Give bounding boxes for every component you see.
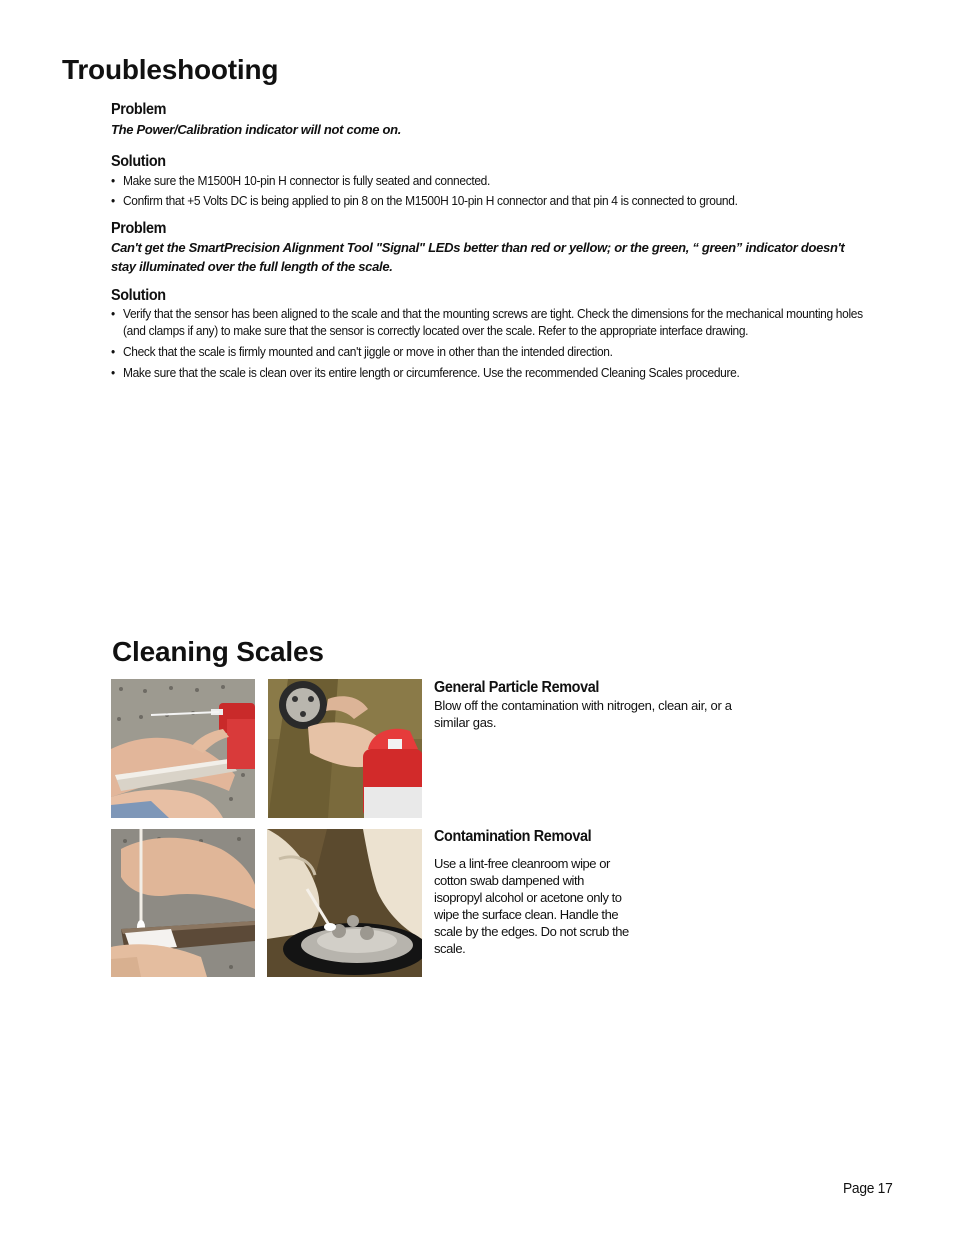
bullet-glyph: • bbox=[111, 365, 115, 380]
solution-item bbox=[111, 305, 864, 339]
contamination-heading: Contamination Removal bbox=[434, 828, 592, 845]
photo-gloved-cleaning bbox=[267, 829, 422, 977]
bullet-glyph: • bbox=[111, 193, 115, 208]
solution-item bbox=[111, 192, 865, 209]
problem-label: Problem bbox=[111, 220, 167, 237]
general-heading: General Particle Removal bbox=[434, 679, 600, 696]
solution-item bbox=[111, 364, 864, 381]
photo-sensor-spray bbox=[268, 679, 422, 818]
bullet-glyph: • bbox=[111, 173, 115, 188]
problem-statement: Can't get the SmartPrecision Alignment Tool "Signal" LEDs better than red or yellow; or the green, “ green” indicator doesn't stay illuminated over the full length of the scale. bbox=[111, 240, 845, 274]
solution-text: Verify that the sensor has been aligned to the scale and that the mounting screws are tight. Check the dimensions for the mechanical mounting holes (and clamps if any) to make sure that the sensor is correctly located over the scale. Refer to the appropriate interface drawing. bbox=[122, 306, 863, 338]
bullet-glyph: • bbox=[111, 344, 115, 359]
problem-label: Problem bbox=[111, 101, 167, 118]
solution-label: Solution bbox=[111, 287, 166, 304]
troubleshooting-title: Troubleshooting bbox=[62, 54, 279, 85]
solution-label: Solution bbox=[111, 153, 166, 170]
photo-swab-scale bbox=[111, 829, 255, 977]
solution-text: Check that the scale is firmly mounted and can't jiggle or move in other than the intended direction. bbox=[122, 344, 613, 359]
solution-text: Confirm that +5 Volts DC is being applied to pin 8 on the M1500H 10-pin H connector and that pin 4 is connected to ground. bbox=[122, 193, 738, 208]
bullet-glyph: • bbox=[111, 306, 115, 321]
general-body: Blow off the contamination with nitrogen, clean air, or a similar gas. bbox=[434, 698, 732, 730]
page-number: Page 17 bbox=[843, 1180, 893, 1197]
contamination-body: Use a lint-free cleanroom wipe or cotton swab dampened with isopropyl alcohol or acetone only to wipe the surface clean. Handle the scale by the edges. Do not scrub the scale. bbox=[434, 856, 629, 956]
solution-item bbox=[111, 343, 864, 360]
problem-statement: The Power/Calibration indicator will not come on. bbox=[111, 122, 402, 137]
solution-text: Make sure the M1500H 10-pin H connector is fully seated and connected. bbox=[122, 173, 491, 188]
solution-text: Make sure that the scale is clean over its entire length or circumference. Use the recommended Cleaning Scales procedure. bbox=[122, 365, 740, 380]
photo-scale-blowoff bbox=[111, 679, 255, 818]
solution-item bbox=[111, 172, 865, 189]
cleaning-title: Cleaning Scales bbox=[112, 636, 324, 667]
